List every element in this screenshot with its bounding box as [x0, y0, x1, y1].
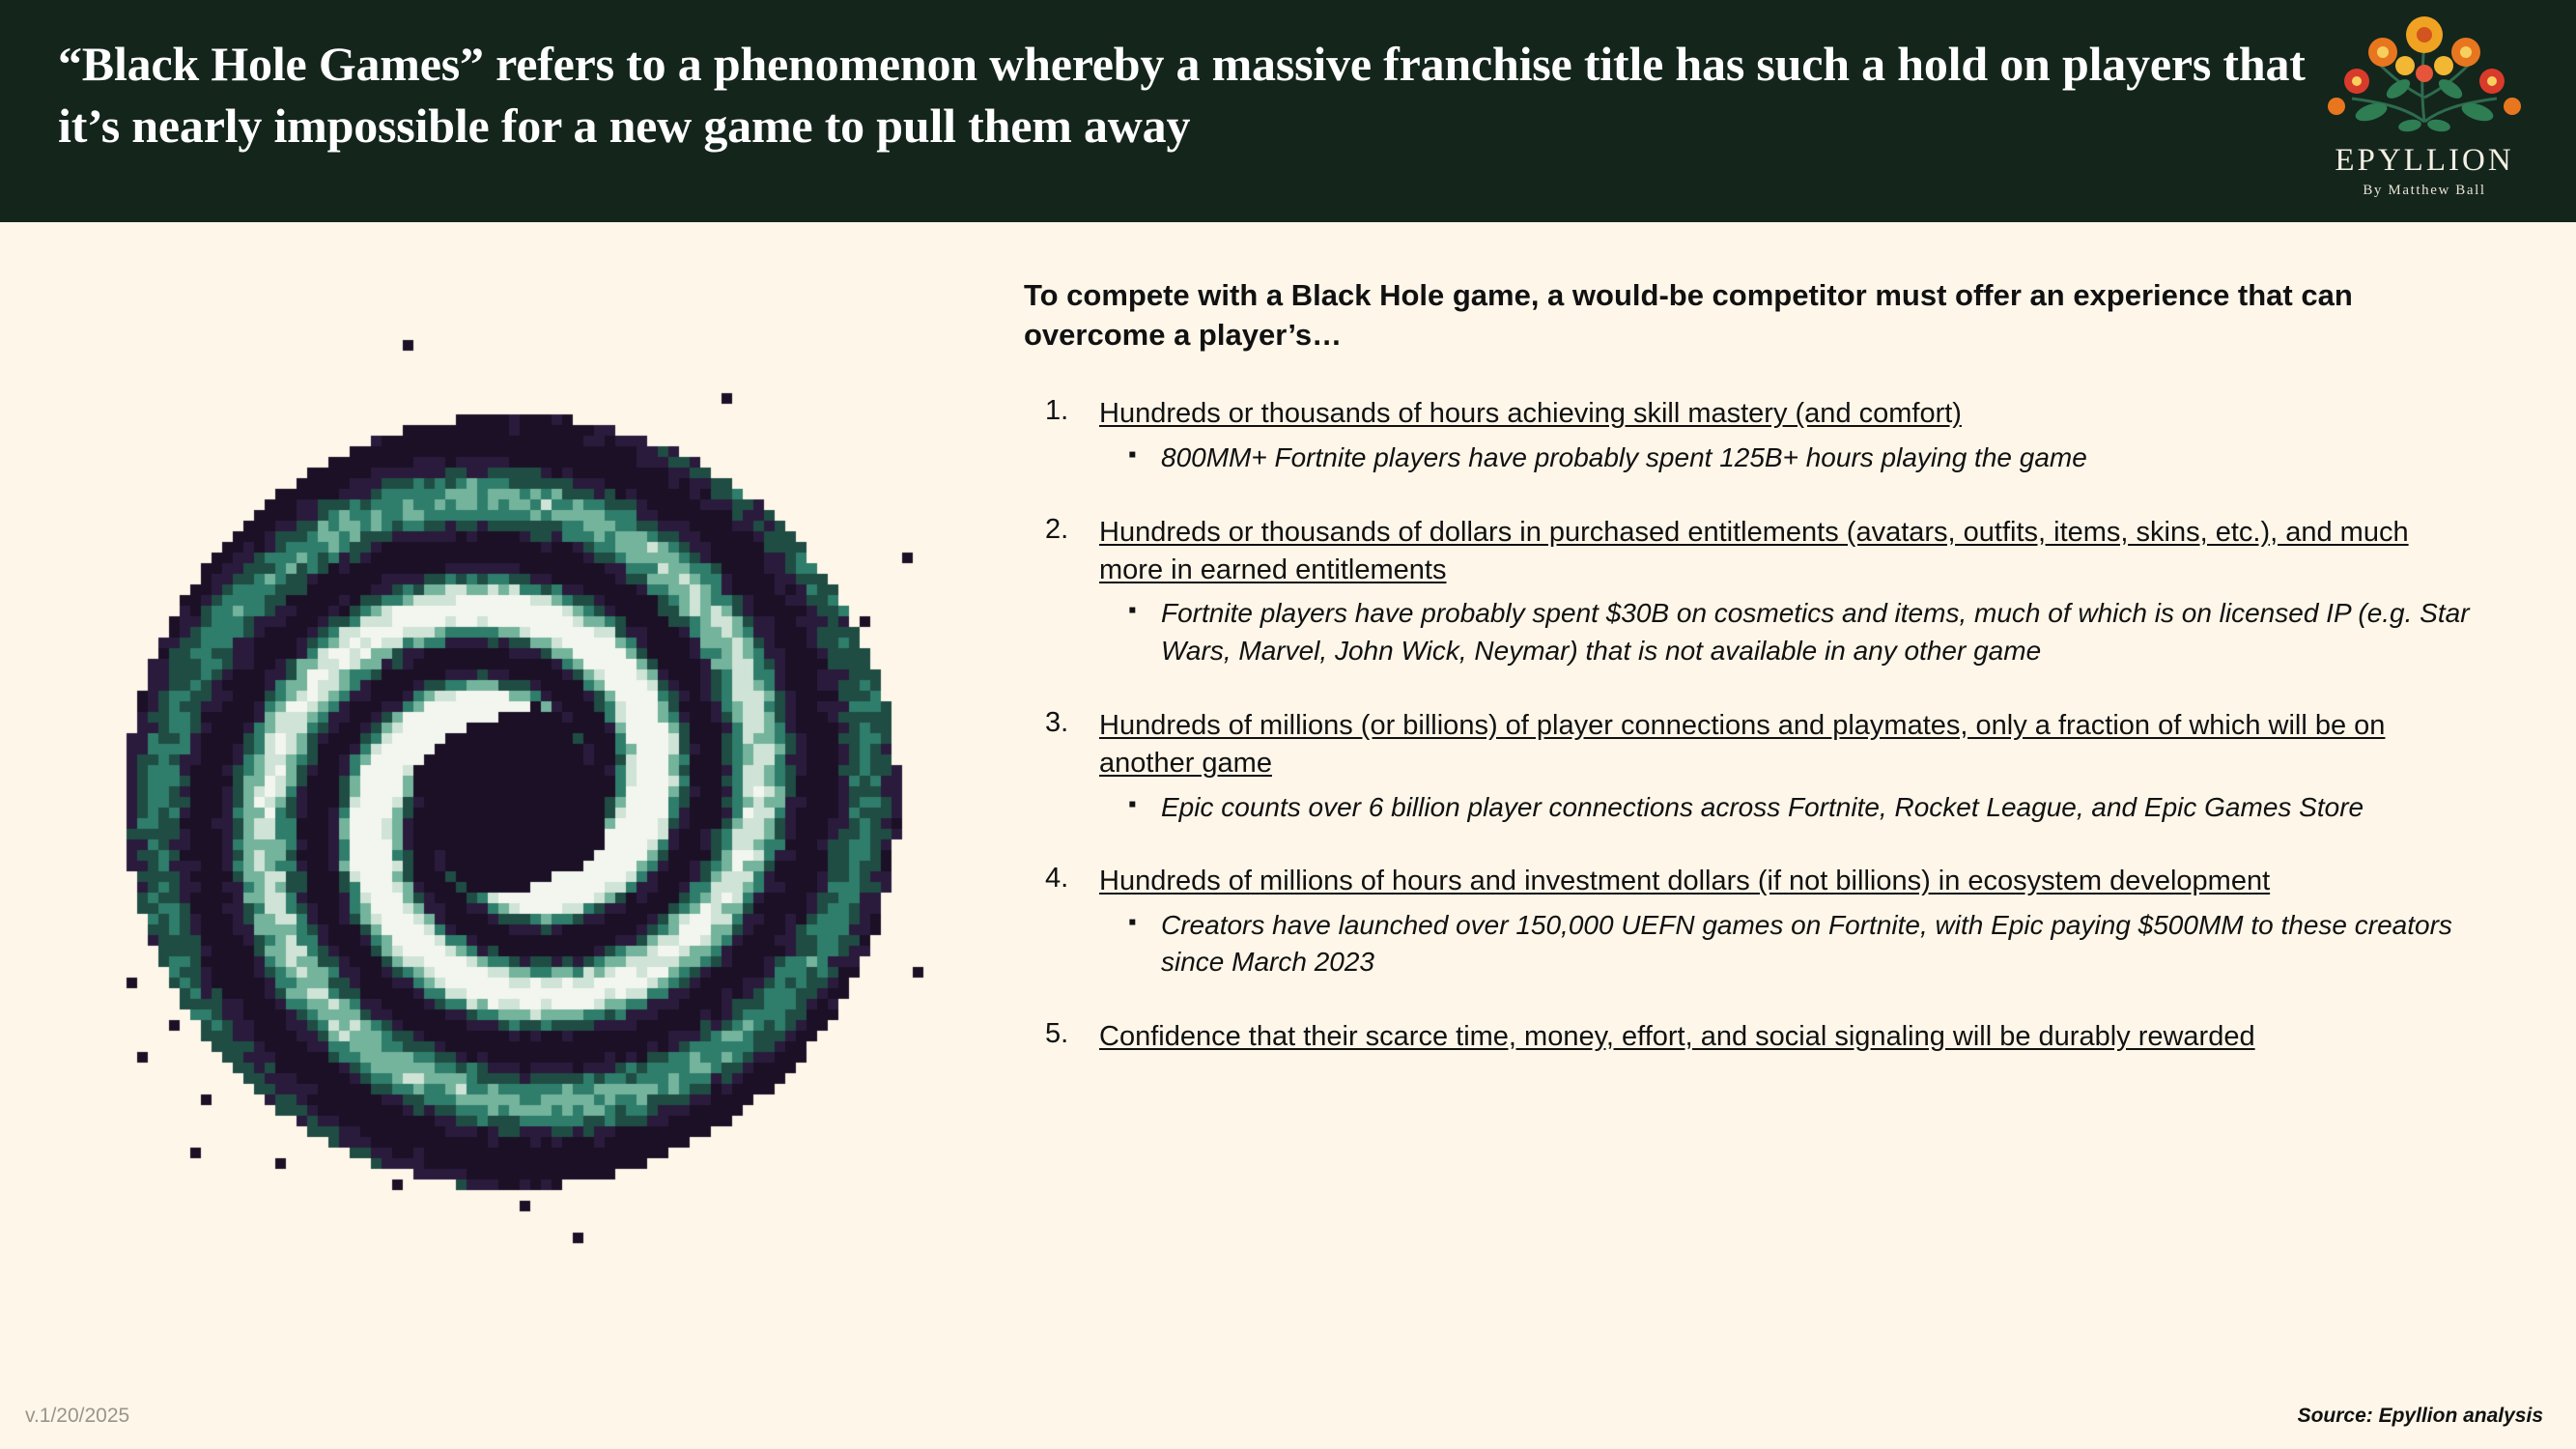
sub-list — [1099, 595, 2511, 669]
lead-paragraph: To compete with a Black Hole game, a would-be competitor must offer an experience that can overcome a player’s… — [1024, 278, 2353, 353]
version-label: v.1/20/2025 — [25, 1405, 130, 1427]
floral-ornament-icon — [2313, 6, 2535, 141]
list-item-heading: Hundreds or thousands of hours achieving skill mastery (and comfort) — [1099, 398, 1962, 430]
logo-wordmark: EPYLLION — [2335, 143, 2514, 178]
list-item-heading: Hundreds or thousands of dollars in purchased entitlements (avatars, outfits, items, skins, etc.), and much more in earned entitlements — [1099, 516, 2409, 585]
list-item — [1024, 395, 2511, 476]
sub-list-item: ▪ Fortnite players have probably spent $30B on cosmetics and items, much of which is on licensed IP (e.g. Star Wars, Marvel, John Wick, Neymar) that is not available in any other game — [1099, 595, 2511, 669]
main-content — [1024, 275, 2511, 1093]
list-item — [1024, 707, 2511, 827]
black-hole-artwork — [116, 319, 985, 1294]
sub-list — [1099, 907, 2511, 981]
list-item-heading: Hundreds of millions (or billions) of player connections and playmates, only a fraction of which will be on another game — [1099, 709, 2386, 780]
sub-list — [1099, 789, 2511, 827]
logo-byline: By Matthew Ball — [2363, 183, 2486, 198]
sub-list — [1099, 440, 2511, 477]
list-item-heading: Confidence that their scarce time, money, effort, and social signaling will be durably rewarded — [1099, 1020, 2255, 1052]
list-item — [1024, 863, 2511, 981]
requirements-list — [1024, 395, 2511, 1056]
sub-list-item: ▪ Creators have launched over 150,000 UEFN games on Fortnite, with Epic paying $500MM to these creators since March 2023 — [1099, 907, 2511, 981]
slide-header — [0, 0, 2576, 222]
list-item — [1024, 1018, 2511, 1056]
sub-list-item: ▪ Epic counts over 6 billion player connections across Fortnite, Rocket League, and Epic Games Store — [1099, 789, 2511, 827]
page-title: “Black Hole Games” refers to a phenomenon whereby a massive franchise title has such a hold on players that it’s nearly impossible for a new game to pull them away — [58, 37, 2306, 153]
brand-logo — [2313, 6, 2535, 216]
source-label: Source: Epyllion analysis — [2297, 1405, 2543, 1427]
black-hole-canvas — [116, 319, 985, 1294]
list-item-heading: Hundreds of millions of hours and investment dollars (if not billions) in ecosystem development — [1099, 866, 2271, 897]
list-item — [1024, 514, 2511, 670]
sub-list-item: ▪ 800MM+ Fortnite players have probably spent 125B+ hours playing the game — [1099, 440, 2511, 477]
